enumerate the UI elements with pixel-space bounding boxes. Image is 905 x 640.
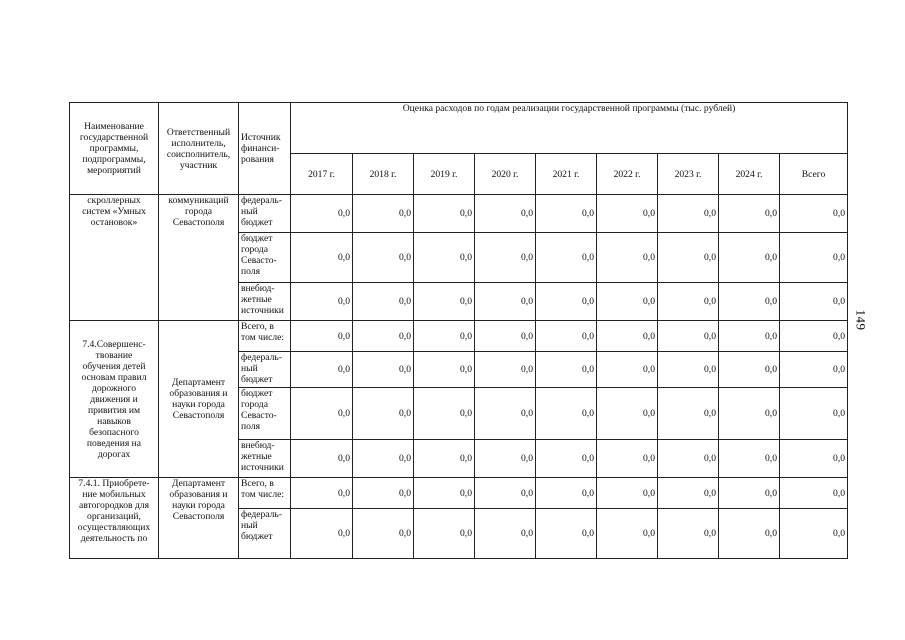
value-cell: 0,0 bbox=[597, 283, 658, 321]
table-body bbox=[70, 195, 848, 559]
value-cell: 0,0 bbox=[597, 352, 658, 388]
value-cell: 0,0 bbox=[719, 440, 780, 478]
value-cell: 0,0 bbox=[719, 321, 780, 352]
value-cell: 0,0 bbox=[536, 352, 597, 388]
value-cell: 0,0 bbox=[658, 321, 719, 352]
funding-source-cell: федераль- ный бюджет bbox=[239, 195, 291, 233]
value-cell: 0,0 bbox=[291, 195, 353, 233]
value-cell: 0,0 bbox=[658, 509, 719, 559]
value-cell: 0,0 bbox=[658, 233, 719, 283]
value-cell: 0,0 bbox=[780, 440, 848, 478]
value-cell: 0,0 bbox=[658, 440, 719, 478]
value-cell: 0,0 bbox=[353, 195, 414, 233]
value-cell: 0,0 bbox=[475, 352, 536, 388]
value-cell: 0,0 bbox=[658, 478, 719, 509]
value-cell: 0,0 bbox=[475, 509, 536, 559]
header-source-column: Источник финанси- рования bbox=[239, 103, 291, 195]
value-cell: 0,0 bbox=[780, 321, 848, 352]
value-cell: 0,0 bbox=[475, 440, 536, 478]
value-cell: 0,0 bbox=[719, 478, 780, 509]
header-year-cell: Всего bbox=[780, 154, 848, 195]
value-cell: 0,0 bbox=[475, 321, 536, 352]
responsible-cell: Департамент образования и науки города Севастополя bbox=[159, 478, 239, 559]
value-cell: 0,0 bbox=[597, 509, 658, 559]
value-cell: 0,0 bbox=[291, 321, 353, 352]
funding-source-cell: внебюд- жетные источники bbox=[239, 283, 291, 321]
value-cell: 0,0 bbox=[291, 233, 353, 283]
value-cell: 0,0 bbox=[719, 509, 780, 559]
value-cell: 0,0 bbox=[414, 195, 475, 233]
value-cell: 0,0 bbox=[414, 352, 475, 388]
value-cell: 0,0 bbox=[780, 283, 848, 321]
value-cell: 0,0 bbox=[353, 283, 414, 321]
value-cell: 0,0 bbox=[780, 388, 848, 440]
header-year-cell: 2024 г. bbox=[719, 154, 780, 195]
value-cell: 0,0 bbox=[475, 195, 536, 233]
page-number: 149 bbox=[853, 309, 869, 331]
funding-source-cell: бюджет города Севасто- поля bbox=[239, 233, 291, 283]
value-cell: 0,0 bbox=[658, 388, 719, 440]
value-cell: 0,0 bbox=[536, 195, 597, 233]
value-cell: 0,0 bbox=[780, 352, 848, 388]
header-name-column: Наименование государственной программы, подпрограммы, мероприятий bbox=[70, 103, 159, 195]
table-row bbox=[70, 478, 848, 509]
responsible-cell: коммуникаций города Севастополя bbox=[159, 195, 239, 321]
value-cell: 0,0 bbox=[719, 283, 780, 321]
activity-name-cell: скроллерных систем «Умных остановок» bbox=[70, 195, 159, 321]
value-cell: 0,0 bbox=[536, 509, 597, 559]
value-cell: 0,0 bbox=[414, 509, 475, 559]
header-year-cell: 2019 г. bbox=[414, 154, 475, 195]
value-cell: 0,0 bbox=[536, 283, 597, 321]
header-year-cell: 2023 г. bbox=[658, 154, 719, 195]
value-cell: 0,0 bbox=[536, 478, 597, 509]
value-cell: 0,0 bbox=[780, 509, 848, 559]
value-cell: 0,0 bbox=[658, 195, 719, 233]
value-cell: 0,0 bbox=[414, 478, 475, 509]
activity-name-cell: 7.4.Совершенс- твование обучения детей основам правил дорожного движения и привития им навыков безопасного поведения на дорогах bbox=[70, 321, 159, 478]
value-cell: 0,0 bbox=[780, 195, 848, 233]
value-cell: 0,0 bbox=[291, 440, 353, 478]
value-cell: 0,0 bbox=[658, 352, 719, 388]
value-cell: 0,0 bbox=[536, 321, 597, 352]
value-cell: 0,0 bbox=[353, 352, 414, 388]
header-year-cell: 2022 г. bbox=[597, 154, 658, 195]
value-cell: 0,0 bbox=[597, 388, 658, 440]
value-cell: 0,0 bbox=[536, 440, 597, 478]
value-cell: 0,0 bbox=[780, 478, 848, 509]
activity-name-cell: 7.4.1. Приобрете- ние мобильных автогородков для организаций, осуществляющих деятельность по bbox=[70, 478, 159, 559]
value-cell: 0,0 bbox=[597, 440, 658, 478]
header-expenditure-group: Оценка расходов по годам реализации государственной программы (тыс. рублей) bbox=[291, 103, 848, 154]
value-cell: 0,0 bbox=[719, 352, 780, 388]
value-cell: 0,0 bbox=[536, 388, 597, 440]
value-cell: 0,0 bbox=[780, 233, 848, 283]
value-cell: 0,0 bbox=[658, 283, 719, 321]
value-cell: 0,0 bbox=[414, 283, 475, 321]
header-year-cell: 2021 г. bbox=[536, 154, 597, 195]
value-cell: 0,0 bbox=[291, 283, 353, 321]
value-cell: 0,0 bbox=[475, 388, 536, 440]
value-cell: 0,0 bbox=[719, 388, 780, 440]
value-cell: 0,0 bbox=[414, 440, 475, 478]
funding-source-cell: внебюд- жетные источники bbox=[239, 440, 291, 478]
funding-source-cell: федераль- ный бюджет bbox=[239, 509, 291, 559]
funding-source-cell: бюджет города Севасто- поля bbox=[239, 388, 291, 440]
value-cell: 0,0 bbox=[353, 440, 414, 478]
value-cell: 0,0 bbox=[597, 478, 658, 509]
table-header bbox=[70, 103, 848, 195]
value-cell: 0,0 bbox=[414, 388, 475, 440]
value-cell: 0,0 bbox=[353, 321, 414, 352]
funding-source-cell: Всего, в том числе: bbox=[239, 478, 291, 509]
value-cell: 0,0 bbox=[353, 509, 414, 559]
header-year-cell: 2017 г. bbox=[291, 154, 353, 195]
value-cell: 0,0 bbox=[597, 233, 658, 283]
value-cell: 0,0 bbox=[353, 388, 414, 440]
value-cell: 0,0 bbox=[719, 195, 780, 233]
value-cell: 0,0 bbox=[291, 352, 353, 388]
budget-table bbox=[69, 102, 848, 559]
value-cell: 0,0 bbox=[291, 388, 353, 440]
funding-source-cell: федераль- ный бюджет bbox=[239, 352, 291, 388]
value-cell: 0,0 bbox=[353, 478, 414, 509]
responsible-cell: Департамент образования и науки города Севастополя bbox=[159, 321, 239, 478]
table-row bbox=[70, 321, 848, 352]
value-cell: 0,0 bbox=[353, 233, 414, 283]
value-cell: 0,0 bbox=[414, 233, 475, 283]
table-row bbox=[70, 195, 848, 233]
header-year-cell: 2018 г. bbox=[353, 154, 414, 195]
value-cell: 0,0 bbox=[536, 233, 597, 283]
value-cell: 0,0 bbox=[475, 478, 536, 509]
value-cell: 0,0 bbox=[597, 195, 658, 233]
funding-source-cell: Всего, в том числе: bbox=[239, 321, 291, 352]
value-cell: 0,0 bbox=[291, 509, 353, 559]
value-cell: 0,0 bbox=[291, 478, 353, 509]
value-cell: 0,0 bbox=[719, 233, 780, 283]
value-cell: 0,0 bbox=[414, 321, 475, 352]
header-year-cell: 2020 г. bbox=[475, 154, 536, 195]
value-cell: 0,0 bbox=[475, 233, 536, 283]
value-cell: 0,0 bbox=[597, 321, 658, 352]
value-cell: 0,0 bbox=[475, 283, 536, 321]
header-responsible-column: Ответственный исполнитель, соисполнитель, участник bbox=[159, 103, 239, 195]
